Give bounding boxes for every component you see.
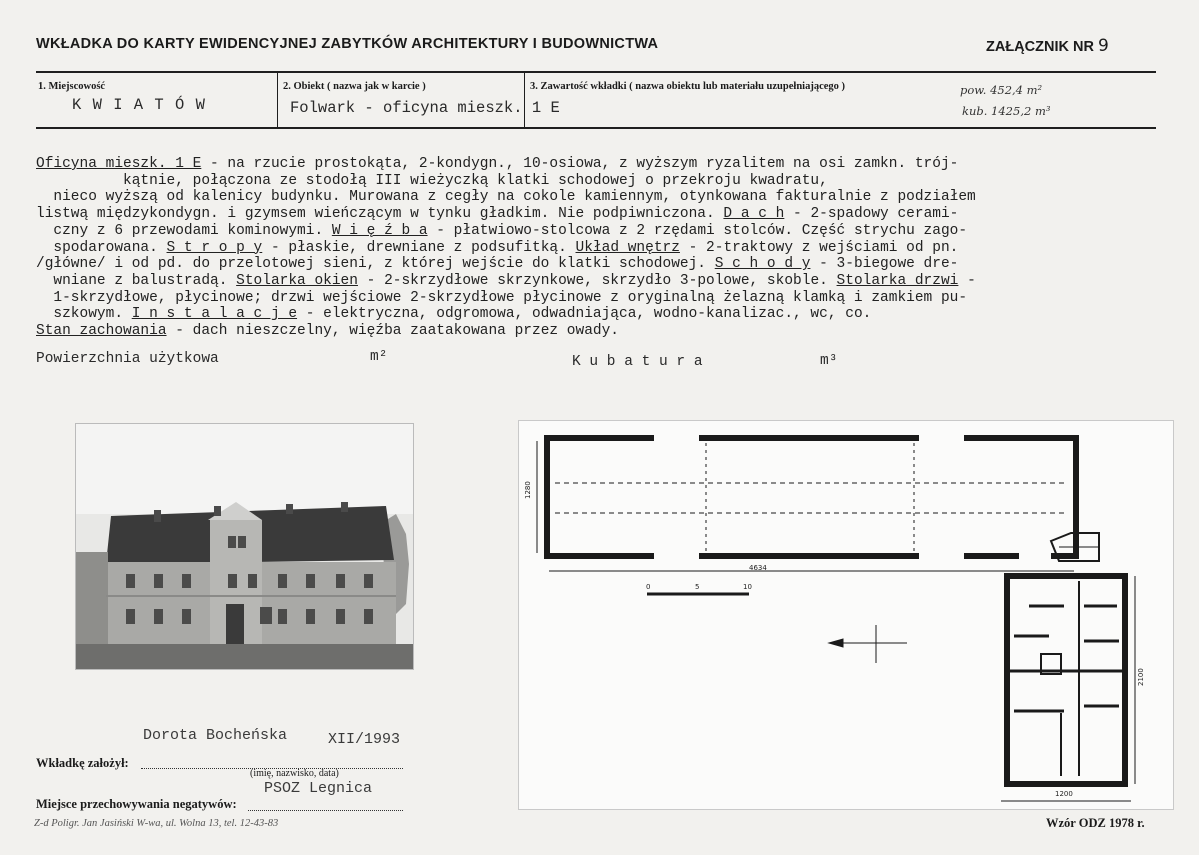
object-value: Folwark - oficyna mieszk. 1 E <box>290 99 560 117</box>
section-heading: S c h o d y <box>714 256 811 273</box>
annex-label-text: ZAŁĄCZNIK NR <box>986 39 1094 55</box>
scale-label-10: 10 <box>743 583 752 591</box>
dim-length: 4634 <box>749 564 767 572</box>
building-photo-drawing <box>76 424 413 669</box>
floor-plan <box>518 420 1174 810</box>
annex-label <box>986 36 1109 56</box>
section-heading: Stolarka drzwi <box>836 272 959 289</box>
section-heading: Stan zachowania <box>36 323 167 340</box>
description-segment: - 2-spadowy cerami- <box>784 206 959 223</box>
description-segment: - <box>958 272 976 289</box>
description-segment: - elektryczna, odgromowa, odwadniająca, wodno-kanalizac., wc, co. <box>297 306 872 323</box>
description-line <box>36 256 1116 273</box>
area-note: pow. 452,4 m² <box>960 83 1043 97</box>
description-segment: - na rzucie prostokąta, 2-kondygn., 10-osiowa, z wyższym ryzalitem na osi zamkn. trój- <box>201 156 959 172</box>
author-name: Dorota Bocheńska <box>143 727 288 744</box>
header-rule-bottom <box>36 127 1156 129</box>
area-label: Powierzchnia użytkowa <box>36 351 219 367</box>
storage-line <box>248 810 403 811</box>
section-heading: D a c h <box>723 206 785 223</box>
description-segment: wniane z balustradą. <box>36 272 237 289</box>
dim-plan-width: 1200 <box>1055 790 1073 798</box>
locality-value: K W I A T Ó W <box>72 96 206 114</box>
field-divider-1 <box>277 72 278 127</box>
author-date: XII/1993 <box>328 731 401 748</box>
section-heading: I n s t a l a c j e <box>131 306 298 323</box>
volume-unit: m³ <box>820 353 838 369</box>
dim-plan-height: 2100 <box>1137 668 1145 686</box>
description-segment: 1-skrzydłowe, płycinowe; drzwi wejściowe 2-skrzydłowe płycinowe z oryginalną żelazną klamką i zamkiem pu- <box>36 289 968 306</box>
created-label: Wkładkę założył: <box>36 756 129 770</box>
printer-imprint: Z-d Poligr. Jan Jasiński W-wa, ul. Wolna 13, tel. 12-43-83 <box>34 818 279 829</box>
scale-label-0: 0 <box>646 583 651 591</box>
scale-label-5: 5 <box>695 583 700 591</box>
description-segment: - 2-traktowy z wejściami od pn. <box>679 239 959 256</box>
section-heading: S t r o p y <box>166 239 263 256</box>
description-segment: nieco wyższą od kalenicy budynku. Murowana z cegły na cokole kamiennym, otynkowana fakturalnie z podziałem <box>36 189 976 206</box>
annex-number: 9 <box>1097 36 1109 56</box>
page-title: WKŁADKA DO KARTY EWIDENCYJNEJ ZABYTKÓW ARCHITEKTURY I BUDOWNICTWA <box>36 36 659 52</box>
contents-label: 3. Zawartość wkładki ( nazwa obiektu lub materiału uzupełniającego ) <box>530 81 846 92</box>
header-rule-top <box>36 71 1156 73</box>
dim-height: 1280 <box>524 481 532 499</box>
description-line <box>36 223 1116 240</box>
description-line <box>36 306 1116 323</box>
description-segment: szkowym. <box>36 306 132 323</box>
description-line <box>36 323 1116 340</box>
description-segment: - 3-biegowe dre- <box>810 256 959 273</box>
description-text <box>36 156 1116 340</box>
description-segment: - dach nieszczelny, więźba zaatakowana przez owady. <box>166 323 620 340</box>
description-line <box>36 290 1116 307</box>
locality-label: 1. Miejscowość <box>38 81 106 92</box>
created-hint: (imię, nazwisko, data) <box>250 768 339 779</box>
section-heading: Oficyna mieszk. 1 E <box>36 156 202 172</box>
description-line <box>36 273 1116 290</box>
building-photo <box>75 423 414 670</box>
description-segment: /główne/ i od pd. do przelotowej sieni, z której wejście do klatki schodowej. <box>36 256 715 273</box>
description-line <box>36 173 1116 190</box>
volume-note: kub. 1425,2 m³ <box>962 104 1051 118</box>
description-line <box>36 189 1116 206</box>
description-segment: listwą międzykondygn. i gzymsem wieńczącym w tynku gładkim. Nie podpiwniczona. <box>36 206 724 223</box>
section-heading: W i ę ź b a <box>331 222 428 239</box>
object-label: 2. Obiekt ( nazwa jak w karcie ) <box>283 81 426 92</box>
description-segment: - płaskie, drewniane z podsufitką. <box>262 239 576 256</box>
storage-value: PSOZ Legnica <box>264 780 373 797</box>
form-number: Wzór ODZ 1978 r. <box>1046 816 1145 830</box>
description-line <box>36 206 1116 223</box>
description-line <box>36 156 1116 173</box>
description-line <box>36 240 1116 257</box>
section-heading: Stolarka okien <box>236 272 358 289</box>
area-unit: m² <box>370 349 388 365</box>
volume-label: K u b a t u r a <box>572 354 703 370</box>
description-segment: - 2-skrzydłowe skrzynkowe, skrzydło 3-polowe, skoble. <box>357 272 837 289</box>
description-segment: czny z 6 przewodami kominowymi. <box>36 222 332 239</box>
description-segment: kątnie, połączona ze stodołą III wieżyczką klatki schodowej o przekroju kwadratu, <box>36 172 828 189</box>
section-heading: Układ wnętrz <box>575 239 680 256</box>
description-segment: spodarowana. <box>36 239 167 256</box>
floor-plan-drawing <box>519 421 1173 809</box>
description-segment: - płatwiowo-stolcowa z 2 rzędami stolców. Część strychu zago- <box>427 222 968 239</box>
storage-label: Miejsce przechowywania negatywów: <box>36 797 237 811</box>
